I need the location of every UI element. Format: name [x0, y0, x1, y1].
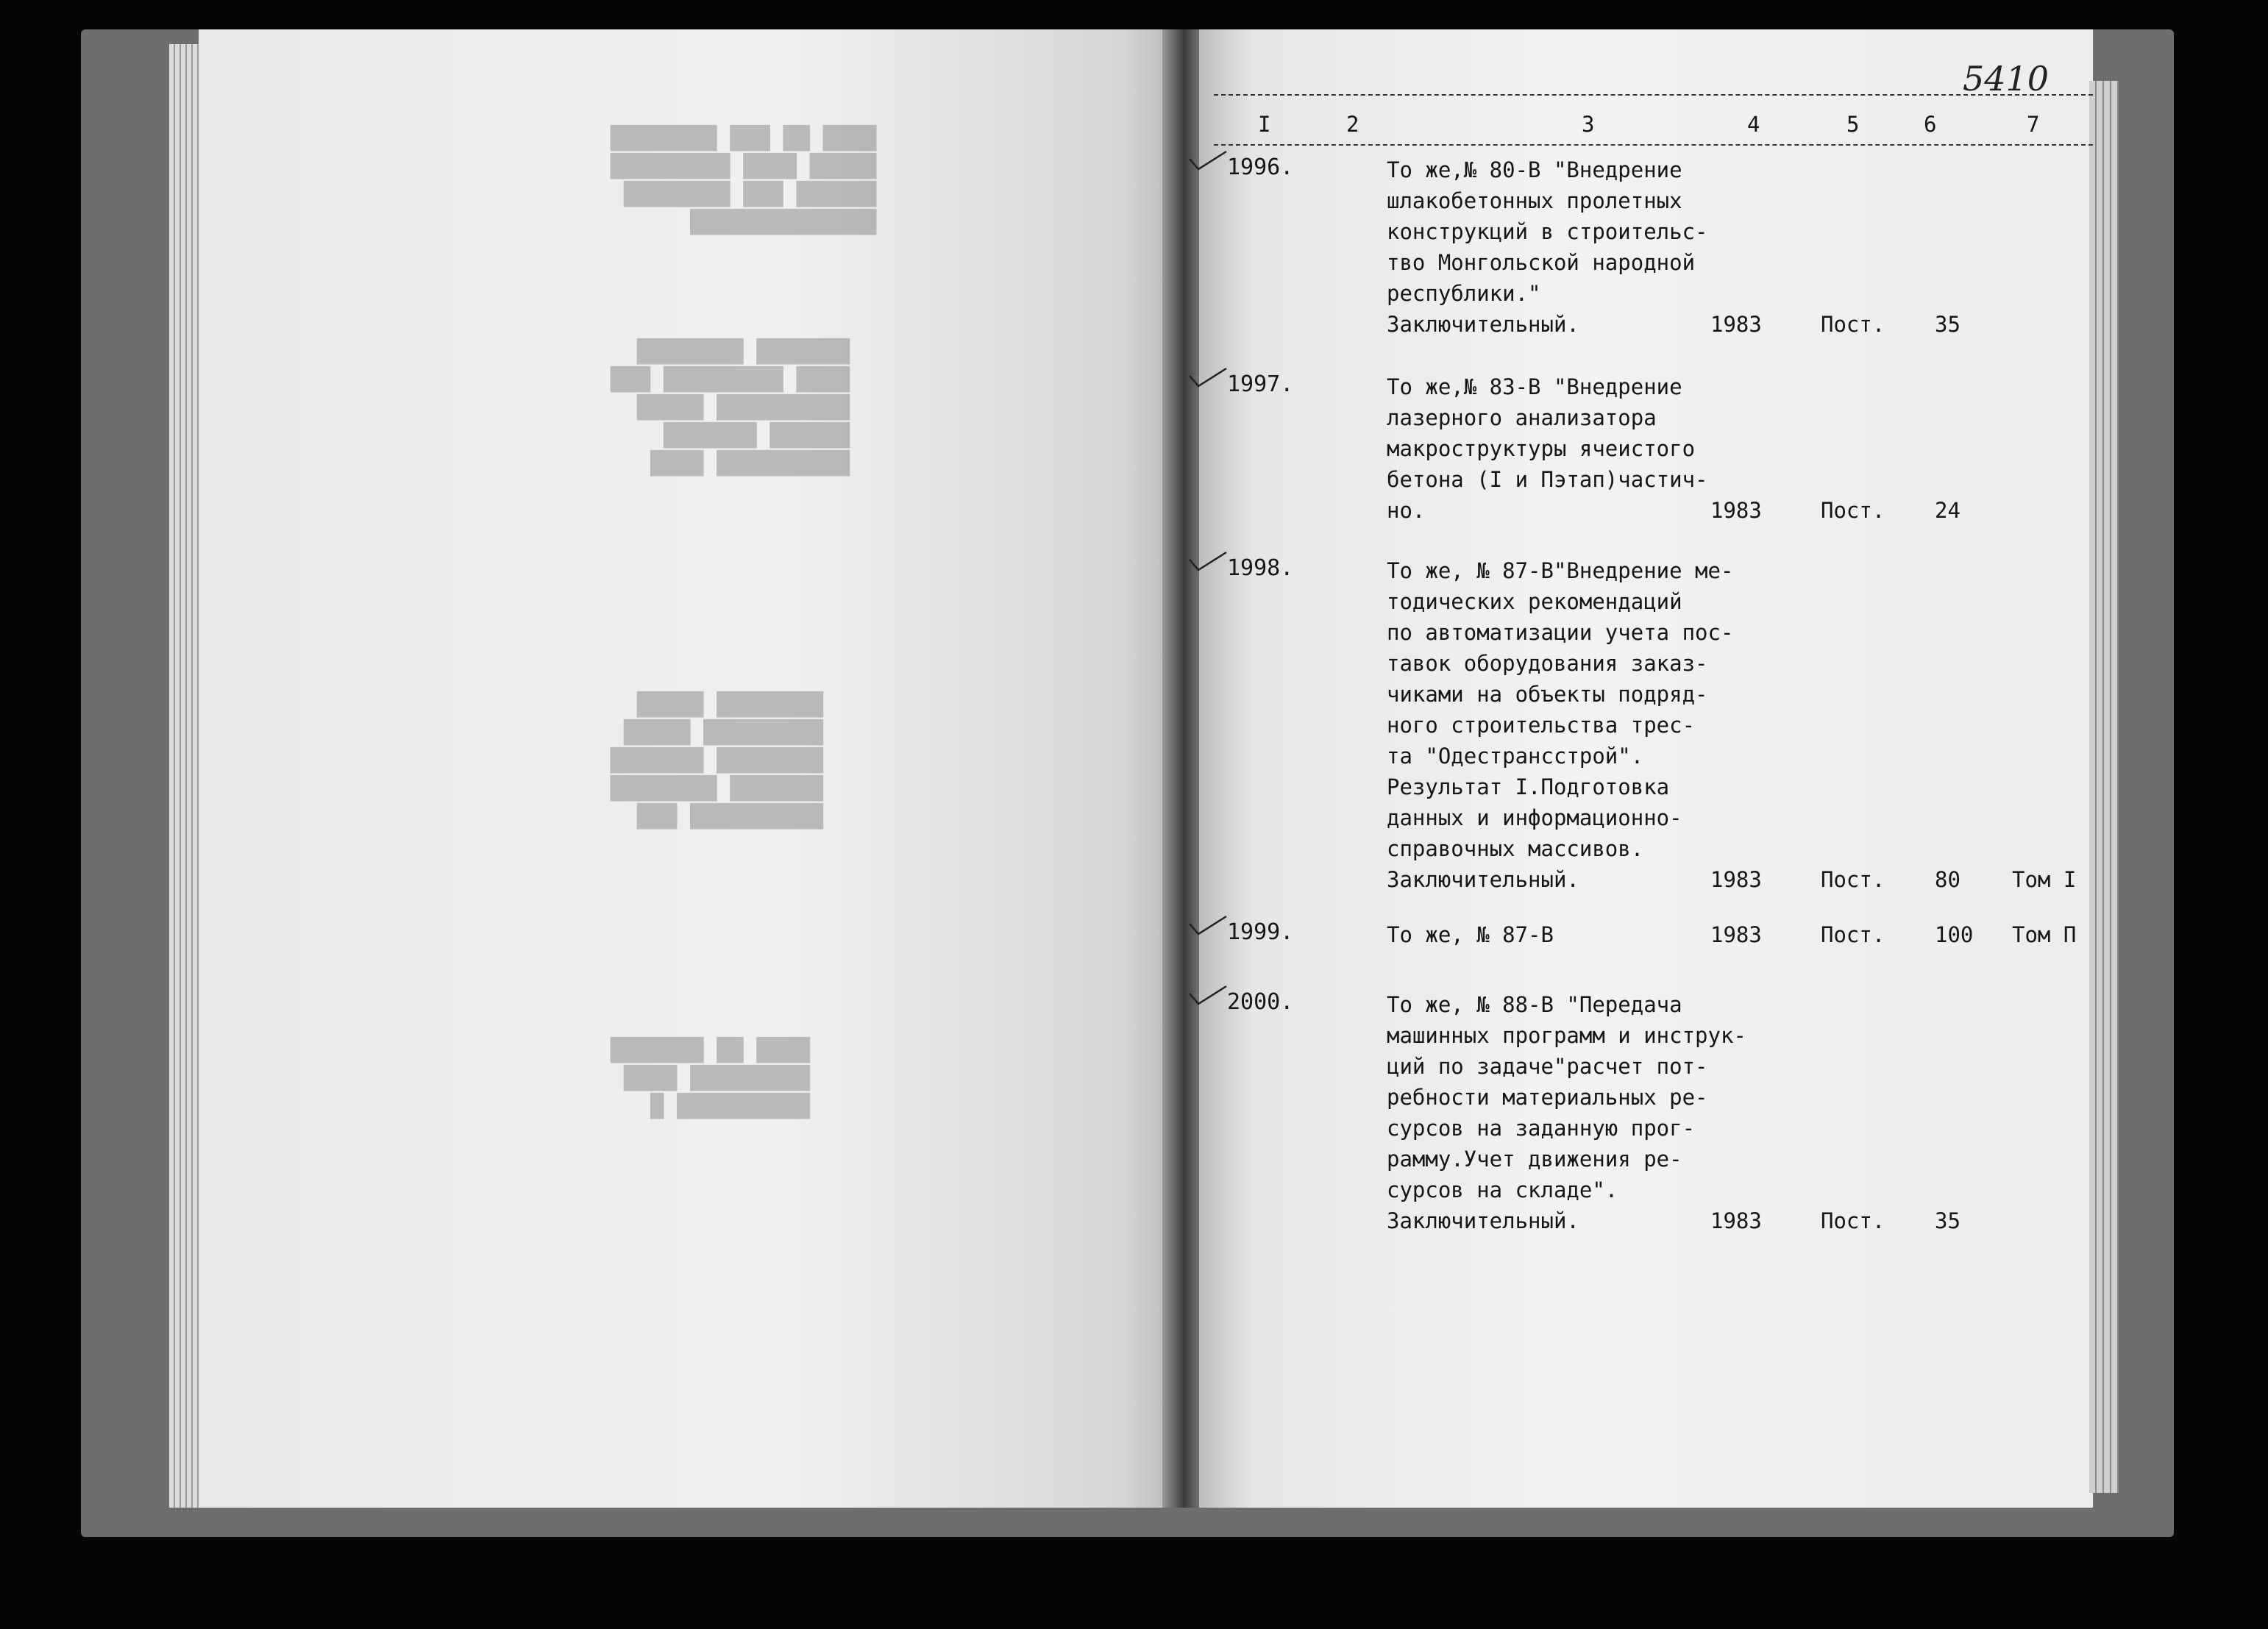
header-rule-bottom	[1214, 144, 2093, 146]
entry-title-line: шлакобетонных пролетных	[1387, 188, 1682, 213]
entry-status: Пост.	[1821, 867, 1885, 892]
check-mark-icon	[1188, 551, 1228, 573]
entry-number: 1998.	[1227, 555, 1294, 581]
entry-year: 1983	[1710, 922, 1762, 947]
entry-title-line: бетона (I и Пэтап)частич-	[1387, 467, 1708, 492]
entry-year: 1983	[1710, 867, 1762, 892]
entry-title-line: данных и информационно-	[1387, 805, 1682, 830]
check-mark-icon	[1188, 915, 1228, 937]
entry-page-count: 100	[1935, 922, 1974, 947]
check-mark-icon	[1188, 985, 1228, 1007]
entry-title-line: машинных программ и инструк-	[1387, 1023, 1746, 1048]
entry-status: Пост.	[1821, 498, 1885, 523]
entry-number: 1996.	[1227, 154, 1294, 180]
entry-title-line: по автоматизации учета пос-	[1387, 620, 1734, 645]
entry-status: Пост.	[1821, 1208, 1885, 1233]
entry-year: 1983	[1710, 312, 1762, 337]
entry-title-line: та "Одестрансстрой".	[1387, 744, 1644, 769]
entry-title-line: То же, № 88-В "Передача	[1387, 992, 1682, 1017]
entry-title-line: Заключительный.	[1387, 867, 1579, 892]
entry-title-line: То же,№ 80-В "Внедрение	[1387, 157, 1682, 182]
page-edges-right	[2089, 81, 2119, 1493]
check-mark-icon	[1188, 150, 1228, 172]
entry-title-line: Заключительный.	[1387, 312, 1579, 337]
entry-title-line: ребности материальных ре-	[1387, 1085, 1708, 1110]
entry-status: Пост.	[1821, 922, 1885, 947]
bleed-through-block-4: ████ ██ ███████ █████████ ████ ██████████ █	[611, 1038, 810, 1119]
sheet-number-stamp: 5410	[1963, 59, 2050, 99]
entry-title-line: То же, № 87-В	[1387, 922, 1554, 947]
entry-page-count: 35	[1935, 1208, 1960, 1233]
entry-title-line: сурсов на складе".	[1387, 1177, 1618, 1202]
entry-title-line: но.	[1387, 498, 1426, 523]
entry-title-line: лазерного анализатора	[1387, 405, 1657, 430]
column-header-5: 5	[1846, 112, 1860, 137]
bleed-through-block-2: ███████ ████████ ████ █████████ ███ ██████████ █████ ██████ ███████ ██████████ ████	[611, 339, 850, 477]
entry-page-count: 80	[1935, 867, 1960, 892]
bleed-through-block-1: ████ ██ ███ ████████ █████ ████ █████████ ██████ ███ ████████ ██████████████	[611, 126, 877, 235]
entry-title-line: тво Монгольской народной	[1387, 250, 1696, 275]
entry-title-line: рамму.Учет движения ре-	[1387, 1147, 1682, 1172]
entry-title-line: То же, № 87-В"Внедрение ме-	[1387, 558, 1734, 583]
entry-title-line: ций по задаче"расчет пот-	[1387, 1054, 1708, 1079]
entry-title-line: ного строительства трес-	[1387, 713, 1696, 738]
bleed-through-block-3: ████████ █████ █████████ █████ ████████ ███████ ███████ ████████ ██████████ ███	[611, 692, 823, 830]
entry-title-line: То же,№ 83-В "Внедрение	[1387, 374, 1682, 399]
entry-number: 1997.	[1227, 371, 1294, 397]
entry-number: 1999.	[1227, 919, 1294, 945]
column-header-4: 4	[1747, 112, 1760, 137]
left-page	[199, 29, 1170, 1508]
column-header-7: 7	[2027, 112, 2040, 137]
header-rule-top	[1214, 94, 2093, 96]
entry-number: 2000.	[1227, 989, 1294, 1015]
entry-volume: Том I	[2012, 867, 2077, 892]
column-header-2: 2	[1346, 112, 1359, 137]
entry-title-line: республики."	[1387, 281, 1541, 306]
entry-page-count: 35	[1935, 312, 1960, 337]
entry-title-line: справочных массивов.	[1387, 836, 1644, 861]
entry-status: Пост.	[1821, 312, 1885, 337]
entry-title-line: чиками на объекты подряд-	[1387, 682, 1708, 707]
entry-title-line: Заключительный.	[1387, 1208, 1579, 1233]
column-header-1: I	[1258, 112, 1271, 137]
column-header-3: 3	[1582, 112, 1595, 137]
entry-title-line: сурсов на заданную прог-	[1387, 1116, 1696, 1141]
entry-title-line: тодических рекомендаций	[1387, 589, 1682, 614]
entry-title-line: тавок оборудования заказ-	[1387, 651, 1708, 676]
check-mark-icon	[1188, 367, 1228, 389]
column-header-6: 6	[1924, 112, 1937, 137]
entry-title-line: конструкций в строительс-	[1387, 219, 1708, 244]
entry-year: 1983	[1710, 498, 1762, 523]
entry-page-count: 24	[1935, 498, 1960, 523]
entry-year: 1983	[1710, 1208, 1762, 1233]
entry-title-line: макроструктуры ячеистого	[1387, 436, 1696, 461]
entry-title-line: Результат I.Подготовка	[1387, 774, 1670, 799]
entry-volume: Том П	[2012, 922, 2077, 947]
